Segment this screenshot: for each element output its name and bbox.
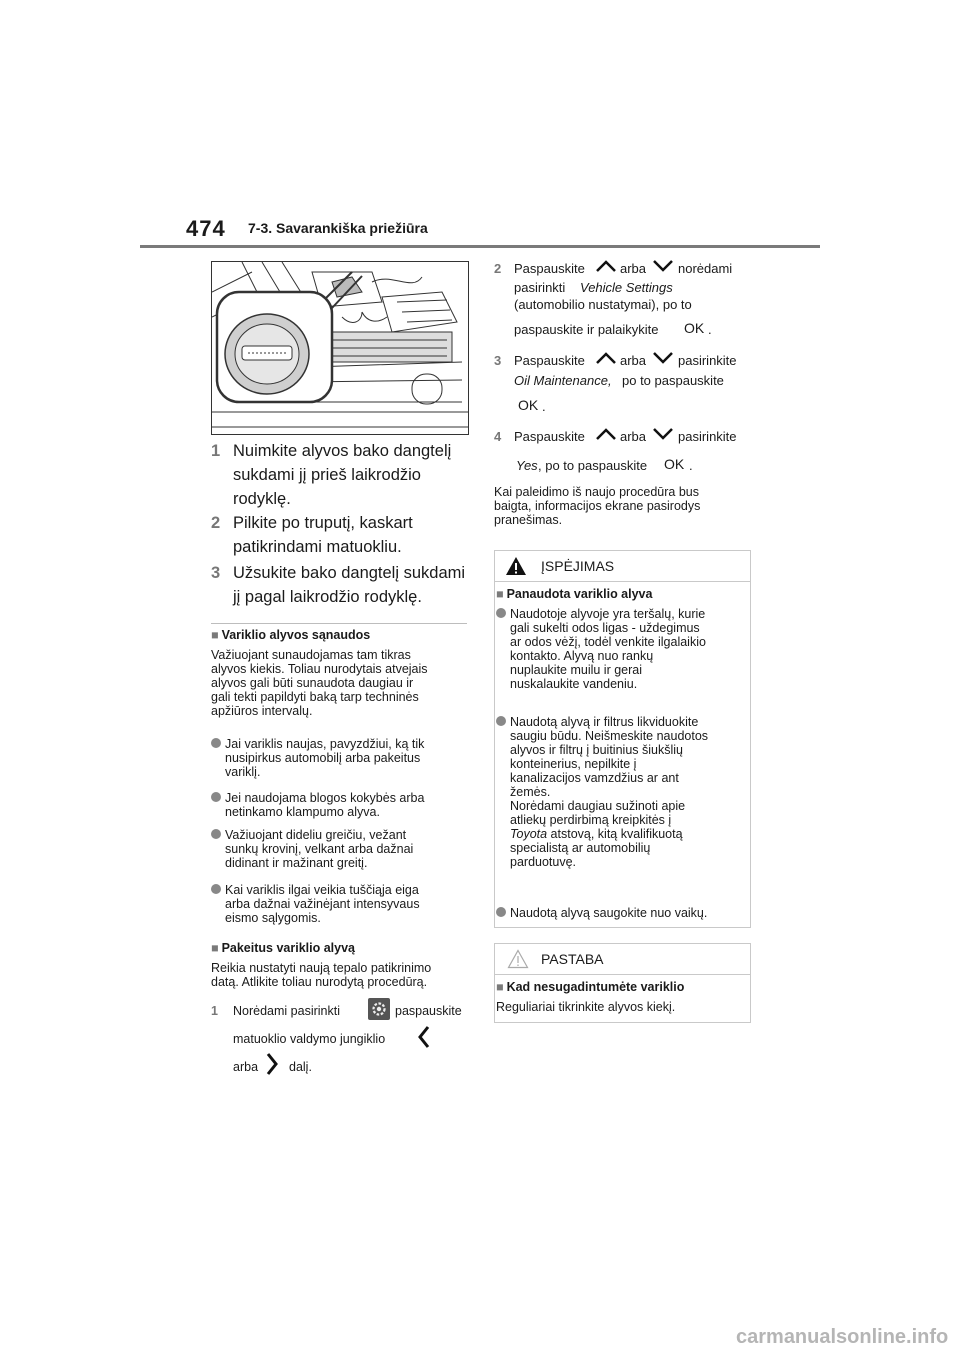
settings-gear-icon xyxy=(368,998,390,1020)
text-line: kontakto. Alyvą nuo rankų xyxy=(510,649,654,663)
warning-heading-text: Panaudota variklio alyva xyxy=(506,587,653,601)
step-line: jį pagal laikrodžio rodyklę. xyxy=(233,588,422,606)
after-procedure-text xyxy=(494,485,759,527)
right-arrow-icon xyxy=(265,1052,279,1079)
text-line: Naudotoje alyvoje yra teršalų, kurie xyxy=(510,607,706,621)
step-text: . xyxy=(708,322,712,337)
step-line: patikrindami matuokliu. xyxy=(233,538,402,556)
step-text: po to paspauskite xyxy=(622,373,724,388)
step-line: rodyklę. xyxy=(233,490,291,508)
bullet-dot-icon xyxy=(496,716,506,726)
text-line: Norėdami daugiau sužinoti apie xyxy=(510,799,686,813)
warning-triangle-icon xyxy=(505,556,527,581)
list-item xyxy=(211,737,471,781)
notice-title: PASTABA xyxy=(541,951,604,967)
text-line: Jei naudojama blogos kokybės arba xyxy=(225,791,425,805)
list-item xyxy=(211,883,471,927)
step-line: Nuimkite alyvos bako dangtelį xyxy=(233,442,452,460)
bullet-dot-icon xyxy=(496,907,506,917)
step-text: pasirinkite xyxy=(678,353,737,368)
step-text: (automobilio nustatymai), po to xyxy=(514,297,692,312)
step-2-select-vehicle-settings xyxy=(494,262,759,342)
text-line: žemės. xyxy=(510,785,551,799)
step-line: sukdami jį prieš laikrodžio xyxy=(233,466,421,484)
text-line: Važiuojant dideliu greičiu, vežant xyxy=(225,828,407,842)
step-text: matuoklio valdymo jungiklio xyxy=(233,1032,386,1046)
step-text: pasirinkite xyxy=(678,429,737,444)
step-text: paspauskite xyxy=(395,1004,462,1018)
list-item xyxy=(211,828,471,872)
text-line: specialistą ar automobilių xyxy=(510,841,651,855)
step-text: norėdami xyxy=(678,261,733,276)
text-line: netinkamo klampumo alyva. xyxy=(225,805,380,819)
text-line: nuplaukite muilu ir gerai xyxy=(510,663,643,677)
text-line: pranešimas. xyxy=(494,513,563,527)
header-rule xyxy=(140,245,820,248)
step-text: Paspauskite xyxy=(514,429,585,444)
step-1 xyxy=(211,439,471,513)
ok-button-glyph: OK xyxy=(664,456,685,472)
consumption-heading xyxy=(211,628,370,642)
bullet-dot-icon xyxy=(211,738,221,748)
step-text: Yes xyxy=(516,458,538,473)
text-line: atliekų perdirbimą kreipkitės į xyxy=(510,813,672,827)
notice-heading xyxy=(496,980,684,994)
consumption-heading-text: Variklio alyvos sąnaudos xyxy=(221,628,371,642)
text-line: alyvos kiekis. Toliau nurodytais atvejais xyxy=(211,662,428,676)
step-number: 3 xyxy=(211,564,221,582)
square-bullet-icon: ■ xyxy=(496,980,504,994)
text-line: variklį. xyxy=(225,765,261,779)
chevron-down-icon xyxy=(652,351,674,368)
chevron-up-icon xyxy=(595,427,617,444)
text-line: gali tekti papildyti baką tarp techninės xyxy=(211,690,419,704)
step-text: arba xyxy=(620,353,647,368)
text-line: Kai paleidimo iš naujo procedūra bus xyxy=(494,485,699,499)
page-number: 474 xyxy=(186,216,226,241)
warning-item xyxy=(496,906,746,922)
step-text: pasirinkti xyxy=(514,280,566,295)
bullet-dot-icon xyxy=(211,829,221,839)
consumption-intro xyxy=(211,648,471,718)
warning-item xyxy=(496,715,746,885)
warning-item xyxy=(496,607,746,697)
text-line: konteinerius, nepilkite į xyxy=(510,757,637,771)
text-line: Jai variklis naujas, pavyzdžiui, ką tik xyxy=(225,737,425,751)
chevron-down-icon xyxy=(652,427,674,444)
text-line: Naudotą alyvą saugokite nuo vaikų. xyxy=(510,906,708,920)
section-title: 7-3. Savarankiška priežiūra xyxy=(248,220,428,236)
step-text: . xyxy=(689,458,693,473)
text-line: gali sukelti odos ligas - uždegimus xyxy=(510,621,700,635)
step-3 xyxy=(211,561,471,611)
step-number: 1 xyxy=(211,1004,218,1018)
brand-text: Toyota xyxy=(510,827,548,841)
left-arrow-icon xyxy=(417,1025,431,1052)
text-line: nuskalaukite vandeniu. xyxy=(510,677,638,691)
text-line: Kai variklis ilgai veikia tuščiąja eiga xyxy=(225,883,419,897)
step-text: paspauskite ir palaikykite xyxy=(514,322,659,337)
square-bullet-icon: ■ xyxy=(211,941,219,955)
caution-outline-icon xyxy=(507,949,529,974)
warning-header xyxy=(495,551,750,582)
text-line: baigta, informacijos ekrane pasirodys xyxy=(494,499,701,513)
text-line: arba dažnai važinėjant intensyvaus xyxy=(225,897,420,911)
text-line: Naudotą alyvą ir filtrus likviduokite xyxy=(510,715,699,729)
step-text: arba xyxy=(620,429,647,444)
watermark: carmanualsonline.info xyxy=(736,1326,949,1348)
bullet-dot-icon xyxy=(496,608,506,618)
text-line: eismo sąlygomis. xyxy=(225,911,321,925)
chevron-down-icon xyxy=(652,259,674,276)
text-line: parduotuvę. xyxy=(510,855,577,869)
text-line: apžiūros intervalų. xyxy=(211,704,313,718)
step-text: dalį. xyxy=(289,1060,312,1074)
step-text: Paspauskite xyxy=(514,261,585,276)
bullet-dot-icon xyxy=(211,792,221,802)
square-bullet-icon: ■ xyxy=(211,628,219,642)
step-text: Paspauskite xyxy=(514,353,585,368)
text-line: Važiuojant sunaudojamas tam tikras xyxy=(211,648,411,662)
text-line: sunkų krovinį, velkant arba dažnai xyxy=(225,842,414,856)
text-line: Reikia nustatyti naują tepalo patikrinimo xyxy=(211,961,432,975)
notice-box xyxy=(494,943,751,1023)
notice-text: Reguliariai tikrinkite alyvos kiekį. xyxy=(496,1000,676,1014)
square-bullet-icon: ■ xyxy=(496,587,504,601)
bullet-dot-icon xyxy=(211,884,221,894)
text-line: ar odos vėžį, todėl venkite ilgalaikio xyxy=(510,635,706,649)
step-text: arba xyxy=(233,1060,259,1074)
step-number: 3 xyxy=(494,353,502,368)
step-line: Užsukite bako dangtelį sukdami xyxy=(233,564,466,582)
warning-box xyxy=(494,550,751,928)
step-number: 2 xyxy=(494,261,502,276)
warning-title: ĮSPĖJIMAS xyxy=(541,558,615,574)
replace-heading-text: Pakeitus variklio alyvą xyxy=(221,941,355,955)
ok-button-glyph: OK xyxy=(518,397,539,413)
notice-heading-text: Kad nesugadintumėte variklio xyxy=(506,980,685,994)
step-number: 2 xyxy=(211,514,221,532)
text-line: saugiu būdu. Neišmeskite naudotos xyxy=(510,729,709,743)
text-line: alyvos gali būti sunaudota daugiau ir xyxy=(211,676,414,690)
step-line: Pilkite po truputį, kaskart xyxy=(233,514,413,532)
step-text: , po to paspauskite xyxy=(538,458,648,473)
step-number: 1 xyxy=(211,442,221,460)
chevron-up-icon xyxy=(595,351,617,368)
warning-heading xyxy=(496,587,652,601)
step-text: Norėdami pasirinkti xyxy=(233,1004,340,1018)
list-item xyxy=(211,791,471,821)
text-line: kanalizacijos vamzdžius ar ant xyxy=(510,771,679,785)
text-line: nusipirkus automobilį arba pakeitus xyxy=(225,751,421,765)
step-number: 4 xyxy=(494,429,502,444)
notice-header xyxy=(495,944,750,975)
section-divider xyxy=(211,623,467,624)
step-3-select-oil-maintenance xyxy=(494,354,759,419)
text-line: datą. Atlikite toliau nurodytą procedūrą. xyxy=(211,975,428,989)
step-4-select-yes xyxy=(494,430,759,475)
step-2 xyxy=(211,511,471,561)
text-line: didinant ir mažinant greitį. xyxy=(225,856,368,870)
chevron-up-icon xyxy=(595,259,617,276)
text-line: alyvos ir filtrų į buitinius šiukšlių xyxy=(510,743,683,757)
text-line: atstovą, kitą kvalifikuotą xyxy=(547,827,683,841)
replace-intro xyxy=(211,961,476,989)
engine-oil-cap-illustration xyxy=(211,261,469,435)
replace-step-1 xyxy=(211,1000,476,1076)
replace-heading xyxy=(211,941,355,955)
step-text: arba xyxy=(620,261,647,276)
step-text: . xyxy=(542,399,546,414)
step-text: Oil Maintenance, xyxy=(514,373,612,388)
step-text: Vehicle Settings xyxy=(580,280,673,295)
ok-button-glyph: OK xyxy=(684,320,705,336)
